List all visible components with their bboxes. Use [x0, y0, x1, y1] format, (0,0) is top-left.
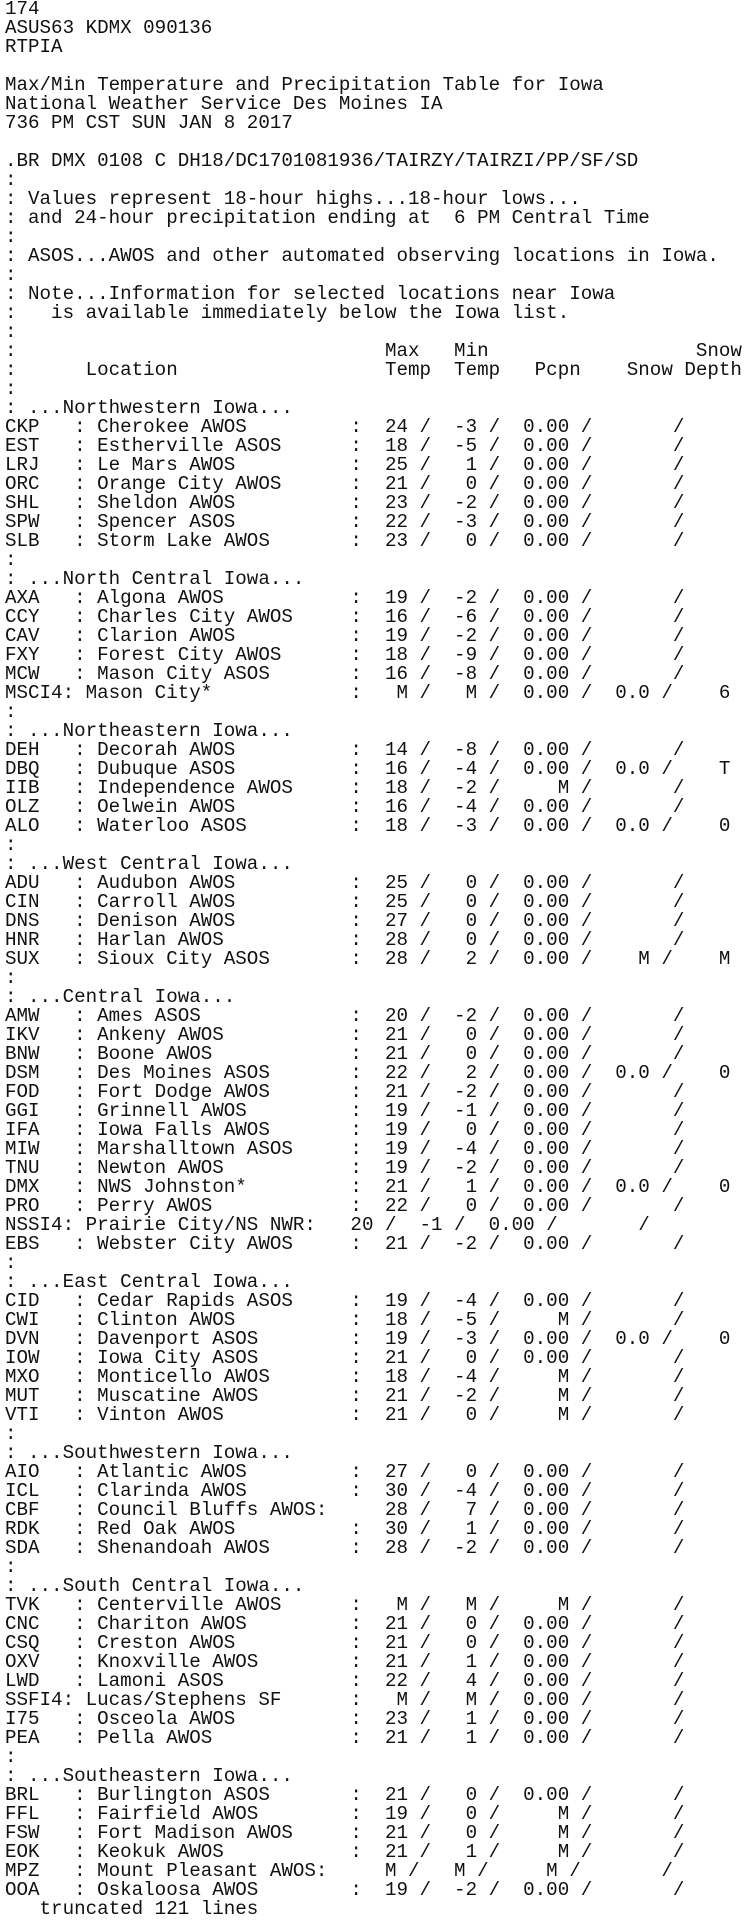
- text-line: SLB : Storm Lake AWOS : 23 / 0 / 0.00 / /: [5, 530, 685, 552]
- text-line: : ...Southwestern Iowa...: [5, 1442, 293, 1464]
- text-line: I75 : Osceola AWOS : 23 / 1 / 0.00 / /: [5, 1708, 685, 1730]
- text-line: RDK : Red Oak AWOS : 30 / 1 / 0.00 / /: [5, 1518, 685, 1540]
- text-line: FOD : Fort Dodge AWOS : 21 / -2 / 0.00 / /: [5, 1081, 685, 1103]
- text-line: AMW : Ames ASOS : 20 / -2 / 0.00 / /: [5, 1005, 685, 1027]
- text-line: LWD : Lamoni ASOS : 22 / 4 / 0.00 / /: [5, 1670, 685, 1692]
- text-line: 174: [5, 0, 40, 20]
- text-line: : ...Northeastern Iowa...: [5, 720, 293, 742]
- text-line: AXA : Algona AWOS : 19 / -2 / 0.00 / /: [5, 587, 685, 609]
- text-line: :: [5, 321, 17, 343]
- text-line: ORC : Orange City AWOS : 21 / 0 / 0.00 / /: [5, 473, 685, 495]
- text-line: :: [5, 834, 17, 856]
- text-line: DMX : NWS Johnston* : 21 / 1 / 0.00 / 0.0 / 0: [5, 1176, 731, 1198]
- text-line: TNU : Newton AWOS : 19 / -2 / 0.00 / /: [5, 1157, 685, 1179]
- text-line: ADU : Audubon AWOS : 25 / 0 / 0.00 / /: [5, 872, 685, 894]
- text-line: OXV : Knoxville AWOS : 21 / 1 / 0.00 / /: [5, 1651, 685, 1673]
- text-line: CKP : Cherokee AWOS : 24 / -3 / 0.00 / /: [5, 416, 685, 438]
- text-line: AIO : Atlantic AWOS : 27 / 0 / 0.00 / /: [5, 1461, 685, 1483]
- text-line: National Weather Service Des Moines IA: [5, 93, 443, 115]
- text-line: :: [5, 1746, 17, 1768]
- text-line: DVN : Davenport ASOS : 19 / -3 / 0.00 / 0.0 / 0: [5, 1328, 731, 1350]
- text-line: : ...North Central Iowa...: [5, 568, 305, 590]
- text-line: CID : Cedar Rapids ASOS : 19 / -4 / 0.00 / /: [5, 1290, 685, 1312]
- text-line: : ...Northwestern Iowa...: [5, 397, 293, 419]
- text-line: :: [5, 701, 17, 723]
- text-line: MIW : Marshalltown ASOS : 19 / -4 / 0.00 / /: [5, 1138, 685, 1160]
- text-line: : ...South Central Iowa...: [5, 1575, 305, 1597]
- text-line: : Max Min Snow: [5, 340, 742, 362]
- text-line: DNS : Denison AWOS : 27 / 0 / 0.00 / /: [5, 910, 685, 932]
- text-line: MPZ : Mount Pleasant AWOS: M / M / M / /: [5, 1860, 673, 1882]
- text-line: FFL : Fairfield AWOS : 19 / 0 / M / /: [5, 1803, 685, 1825]
- text-line: EOK : Keokuk AWOS : 21 / 1 / M / /: [5, 1841, 685, 1863]
- text-line: CCY : Charles City AWOS : 16 / -6 / 0.00 / /: [5, 606, 685, 628]
- text-line: : ...West Central Iowa...: [5, 853, 293, 875]
- text-line: SDA : Shenandoah AWOS : 28 / -2 / 0.00 / /: [5, 1537, 685, 1559]
- text-line: VTI : Vinton AWOS : 21 / 0 / M / /: [5, 1404, 685, 1426]
- text-line: :: [5, 226, 17, 248]
- text-line: : Location Temp Temp Pcpn Snow Depth: [5, 359, 742, 381]
- text-line: EST : Estherville ASOS : 18 / -5 / 0.00 / /: [5, 435, 685, 457]
- text-line: BRL : Burlington ASOS : 21 / 0 / 0.00 / /: [5, 1784, 685, 1806]
- text-line: PEA : Pella AWOS : 21 / 1 / 0.00 / /: [5, 1727, 685, 1749]
- text-line: : Note...Information for selected locations near Iowa: [5, 283, 616, 305]
- text-line: BNW : Boone AWOS : 21 / 0 / 0.00 / /: [5, 1043, 685, 1065]
- text-line: OLZ : Oelwein AWOS : 16 / -4 / 0.00 / /: [5, 796, 685, 818]
- text-line: IFA : Iowa Falls AWOS : 19 / 0 / 0.00 / /: [5, 1119, 685, 1141]
- text-line: TVK : Centerville AWOS : M / M / M / /: [5, 1594, 685, 1616]
- text-line: .BR DMX 0108 C DH18/DC1701081936/TAIRZY/TAIRZI/PP/SF/SD: [5, 150, 639, 172]
- text-line: CIN : Carroll AWOS : 25 / 0 / 0.00 / /: [5, 891, 685, 913]
- text-line: PRO : Perry AWOS : 22 / 0 / 0.00 / /: [5, 1195, 685, 1217]
- text-line: SPW : Spencer ASOS : 22 / -3 / 0.00 / /: [5, 511, 685, 533]
- text-line: OOA : Oskaloosa AWOS : 19 / -2 / 0.00 / /: [5, 1879, 685, 1901]
- text-line: :: [5, 1423, 17, 1445]
- text-line: :: [5, 378, 17, 400]
- text-line: :: [5, 1252, 17, 1274]
- text-line: DEH : Decorah AWOS : 14 / -8 / 0.00 / /: [5, 739, 685, 761]
- text-line: FXY : Forest City AWOS : 18 / -9 / 0.00 / /: [5, 644, 685, 666]
- text-line: :: [5, 549, 17, 571]
- text-line: NSSI4: Prairie City/NS NWR: 20 / -1 / 0.00 / /: [5, 1214, 650, 1236]
- text-line: MSCI4: Mason City* : M / M / 0.00 / 0.0 / 6: [5, 682, 731, 704]
- text-line: FSW : Fort Madison AWOS : 21 / 0 / M / /: [5, 1822, 685, 1844]
- text-line: MUT : Muscatine AWOS : 21 / -2 / M / /: [5, 1385, 685, 1407]
- text-line: LRJ : Le Mars AWOS : 25 / 1 / 0.00 / /: [5, 454, 685, 476]
- text-line: CWI : Clinton AWOS : 18 / -5 / M / /: [5, 1309, 685, 1331]
- truncation-notice: truncated 121 lines: [5, 1898, 259, 1919]
- text-line: EBS : Webster City AWOS : 21 / -2 / 0.00 / /: [5, 1233, 685, 1255]
- text-line: ASUS63 KDMX 090136: [5, 17, 213, 39]
- text-line: : is available immediately below the Iowa list.: [5, 302, 570, 324]
- text-line: MCW : Mason City ASOS : 16 / -8 / 0.00 / /: [5, 663, 685, 685]
- text-line: :: [5, 967, 17, 989]
- text-line: GGI : Grinnell AWOS : 19 / -1 / 0.00 / /: [5, 1100, 685, 1122]
- text-line: : ASOS...AWOS and other automated observing locations in Iowa.: [5, 245, 719, 267]
- text-line: Max/Min Temperature and Precipitation Table for Iowa: [5, 74, 604, 96]
- text-line: CAV : Clarion AWOS : 19 / -2 / 0.00 / /: [5, 625, 685, 647]
- text-line: : ...East Central Iowa...: [5, 1271, 293, 1293]
- text-line: : ...Central Iowa...: [5, 986, 236, 1008]
- text-line: SSFI4: Lucas/Stephens SF : M / M / 0.00 / /: [5, 1689, 685, 1711]
- text-line: : Values represent 18-hour highs...18-hour lows...: [5, 188, 581, 210]
- text-line: : and 24-hour precipitation ending at 6 PM Central Time: [5, 207, 650, 229]
- text-line: CNC : Chariton AWOS : 21 / 0 / 0.00 / /: [5, 1613, 685, 1635]
- text-line: :: [5, 1556, 17, 1578]
- text-line: SUX : Sioux City ASOS : 28 / 2 / 0.00 / M / M: [5, 948, 731, 970]
- text-line: ICL : Clarinda AWOS : 30 / -4 / 0.00 / /: [5, 1480, 685, 1502]
- text-line: IOW : Iowa City ASOS : 21 / 0 / 0.00 / /: [5, 1347, 685, 1369]
- text-line: CSQ : Creston AWOS : 21 / 0 / 0.00 / /: [5, 1632, 685, 1654]
- text-line: CBF : Council Bluffs AWOS: 28 / 7 / 0.00 / /: [5, 1499, 685, 1521]
- text-line: IKV : Ankeny AWOS : 21 / 0 / 0.00 / /: [5, 1024, 685, 1046]
- text-line: HNR : Harlan AWOS : 28 / 0 / 0.00 / /: [5, 929, 685, 951]
- text-line: DBQ : Dubuque ASOS : 16 / -4 / 0.00 / 0.0 / T: [5, 758, 731, 780]
- text-line: :: [5, 264, 17, 286]
- text-line: :: [5, 169, 17, 191]
- text-line: : ...Southeastern Iowa...: [5, 1765, 293, 1787]
- text-line: MXO : Monticello AWOS : 18 / -4 / M / /: [5, 1366, 685, 1388]
- text-line: ALO : Waterloo ASOS : 18 / -3 / 0.00 / 0.0 / 0: [5, 815, 731, 837]
- text-line: RTPIA: [5, 36, 63, 58]
- text-line: DSM : Des Moines ASOS : 22 / 2 / 0.00 / 0.0 / 0: [5, 1062, 731, 1084]
- text-line: 736 PM CST SUN JAN 8 2017: [5, 112, 293, 134]
- text-line: SHL : Sheldon AWOS : 23 / -2 / 0.00 / /: [5, 492, 685, 514]
- text-line: IIB : Independence AWOS : 18 / -2 / M / /: [5, 777, 685, 799]
